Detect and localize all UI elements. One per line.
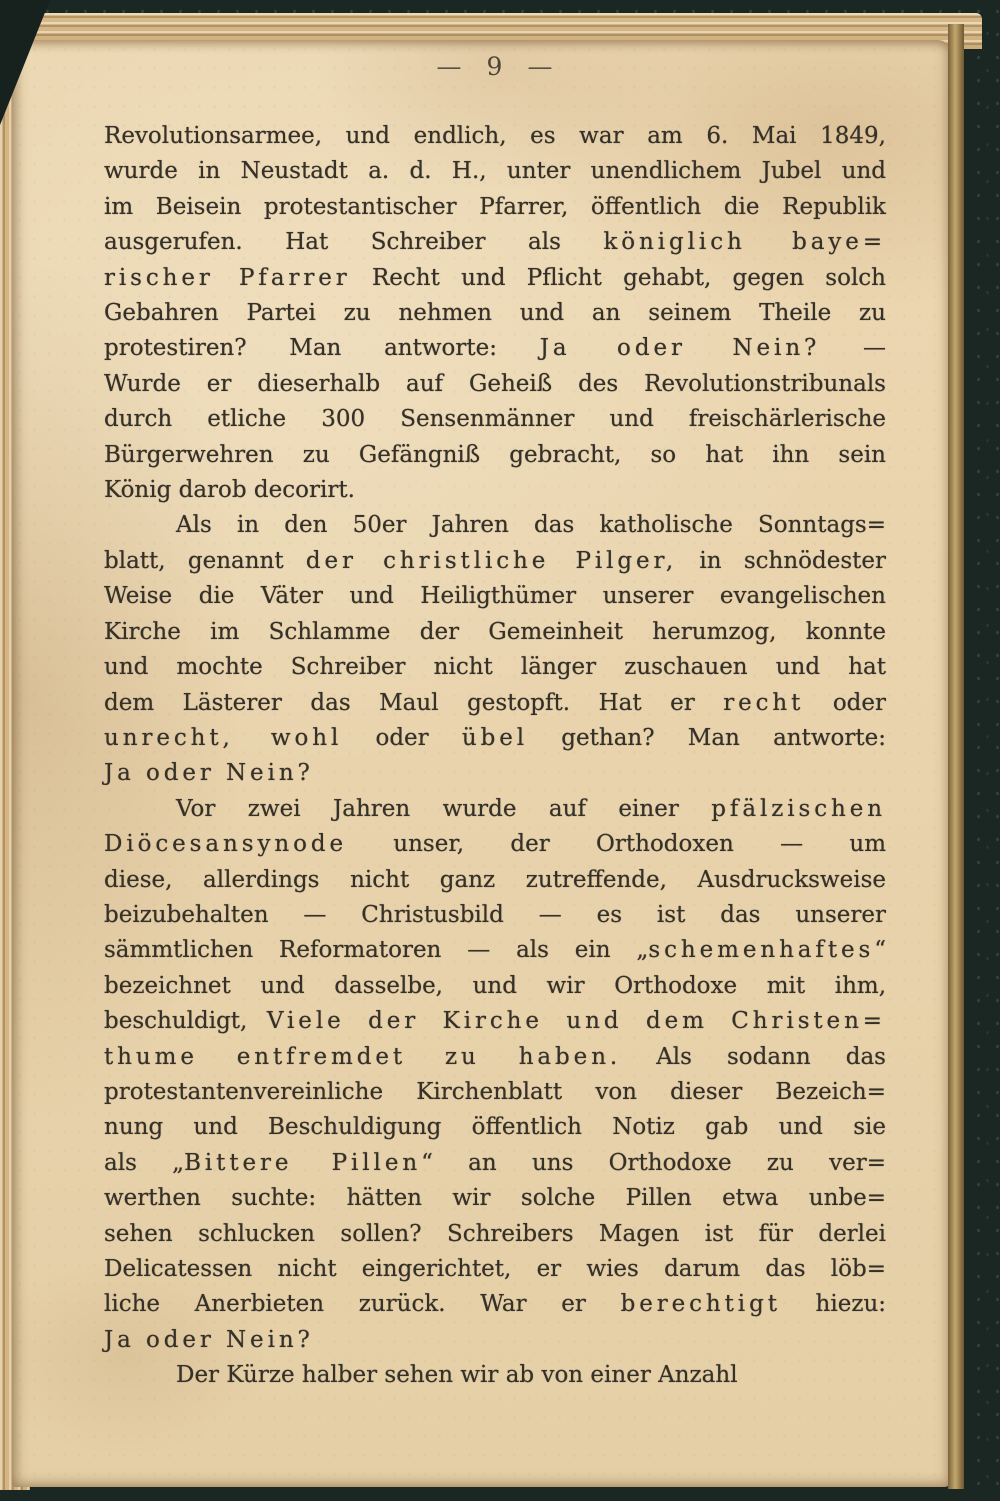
text-line (104, 438, 886, 473)
letterspaced-text: Diöcesansynode (104, 831, 347, 858)
body-text: nung und Beschuldigung öffentlich Notiz gab und sie (104, 1114, 886, 1141)
letterspaced-text: übel (461, 724, 529, 751)
letterspaced-text: Viele der Kirche und dem Christen= (266, 1008, 886, 1035)
body-text: ausgerufen. Hat Schreiber als (104, 229, 604, 256)
body-text: bezeichnet und dasselbe, und wir Orthodoxe mit ihm, (104, 972, 886, 999)
text-line (104, 863, 886, 898)
text-line (104, 1358, 886, 1393)
text-line (104, 119, 886, 154)
text-line (104, 1252, 886, 1287)
text-line (104, 544, 886, 579)
text-line (104, 296, 886, 331)
text-line (104, 1075, 886, 1110)
text-line (104, 1146, 886, 1181)
body-text: und mochte Schreiber nicht länger zuschauen und hat (104, 654, 886, 681)
body-text: “ an uns Orthodoxe zu ver= (421, 1149, 886, 1176)
letterspaced-text: thume entfremdet zu haben. (104, 1043, 622, 1070)
letterspaced-text: unrecht, wohl (104, 724, 343, 751)
text-line (104, 827, 886, 862)
body-text: Bürgerwehren zu Gefängniß gebracht, so hat ihn sein (104, 441, 886, 468)
letterspaced-text: Ja oder Nein? (539, 335, 821, 362)
body-text: blatt, genannt (104, 547, 306, 574)
text-line (104, 1181, 886, 1216)
letterspaced-text: pfälzischen (711, 795, 886, 822)
page-number-dash-left: — (436, 52, 463, 81)
body-text: Delicatessen nicht eingerichtet, er wies darum das löb= (104, 1256, 886, 1282)
letterspaced-text: rischer Pfarrer (104, 264, 351, 291)
body-text: gethan? Man antworte: (528, 724, 886, 751)
text-line (104, 473, 886, 508)
body-text: liche Anerbieten zurück. War er (104, 1291, 621, 1318)
text-line (104, 261, 886, 296)
text-line (104, 1217, 886, 1252)
body-text: beizubehalten — Christusbild — es ist das unserer (104, 901, 886, 928)
text-line (104, 1004, 886, 1039)
body-text: Weise die Väter und Heiligthümer unserer evangelischen (104, 583, 886, 610)
text-line (104, 756, 886, 791)
body-text: Kirche im Schlamme der Gemeinheit herumzog, konnte (104, 618, 886, 645)
page-number-dash-right: — (527, 52, 554, 81)
body-text: wurde in Neustadt a. d. H., unter unendlichem Jubel und (104, 158, 886, 185)
text-block (104, 119, 886, 1394)
page-number (104, 52, 886, 81)
body-text: durch etliche 300 Sensenmänner und freischärlerische (104, 406, 886, 433)
letterspaced-text: schemenhaftes (648, 937, 875, 964)
body-text: diese, allerdings nicht ganz zutreffende, Ausdrucksweise (104, 866, 886, 893)
body-text: beschuldigt, (104, 1008, 267, 1035)
text-line (104, 154, 886, 189)
text-line (104, 650, 886, 685)
body-text: “ (874, 937, 886, 964)
body-text: hiezu: (780, 1291, 887, 1318)
body-text: Als sodann das (621, 1043, 886, 1070)
body-text: Recht und Pflicht gehabt, gegen solch (350, 264, 886, 291)
text-line (104, 508, 886, 543)
body-text: protestantenvereinliche Kirchenblatt von dieser Bezeich= (104, 1078, 886, 1105)
text-line (104, 1323, 886, 1358)
body-text: Als in den 50er Jahren das katholische Sonntags= (176, 512, 886, 539)
body-text: unser, der Orthodoxen — um (347, 831, 886, 858)
text-line (104, 615, 886, 650)
text-line (104, 225, 886, 260)
text-line (104, 1040, 886, 1075)
text-line (104, 579, 886, 614)
body-text: König darob decorirt. (104, 477, 355, 504)
body-text: Der Kürze halber sehen wir ab von einer Anzahl (176, 1362, 738, 1389)
text-line (104, 1110, 886, 1145)
body-text: werthen suchte: hätten wir solche Pillen etwa unbe= (104, 1185, 886, 1212)
body-text: Gebahren Partei zu nehmen und an seinem Theile zu (104, 300, 886, 327)
body-text: Revolutionsarmee, und endlich, es war am 6. Mai 1849, (104, 123, 886, 149)
body-text: sämmtlichen Reformatoren — als ein „ (104, 937, 649, 964)
text-line (104, 402, 886, 437)
letterspaced-text: Bittere Pillen (184, 1149, 422, 1176)
text-line (104, 367, 886, 402)
text-line (104, 721, 886, 756)
body-text: Wurde er dieserhalb auf Geheiß des Revolutionstribunals (104, 370, 886, 397)
body-text: sehen schlucken sollen? Schreibers Magen ist für derlei (104, 1220, 886, 1247)
body-text: Vor zwei Jahren wurde auf einer (176, 795, 712, 822)
letterspaced-text: Ja oder Nein? (104, 760, 314, 787)
body-text: als „ (104, 1149, 185, 1176)
body-text: — (820, 335, 887, 362)
body-text: oder (804, 689, 886, 716)
letterspaced-text: berechtigt (620, 1291, 781, 1318)
text-line (104, 898, 886, 933)
cover-spine-edge (948, 24, 964, 1489)
text-line (104, 686, 886, 721)
body-text: protestiren? Man antworte: (104, 335, 540, 362)
body-text: oder (342, 724, 462, 751)
text-line (104, 969, 886, 1004)
text-line (104, 792, 886, 827)
body-text: dem Lästerer das Maul gestopft. Hat er (104, 689, 724, 716)
body-text: im Beisein protestantischer Pfarrer, öffentlich die Republik (104, 193, 886, 220)
text-line (104, 190, 886, 225)
page-number-value: 9 (486, 52, 504, 81)
text-line (104, 331, 886, 366)
letterspaced-text: königlich baye= (603, 229, 887, 256)
book-page (12, 40, 950, 1487)
body-text: in schnödester (677, 547, 886, 574)
letterspaced-text: recht (723, 689, 805, 716)
text-line (104, 1287, 886, 1322)
text-line (104, 933, 886, 968)
letterspaced-text: der christliche Pilger, (305, 547, 678, 574)
letterspaced-text: Ja oder Nein? (104, 1326, 314, 1353)
